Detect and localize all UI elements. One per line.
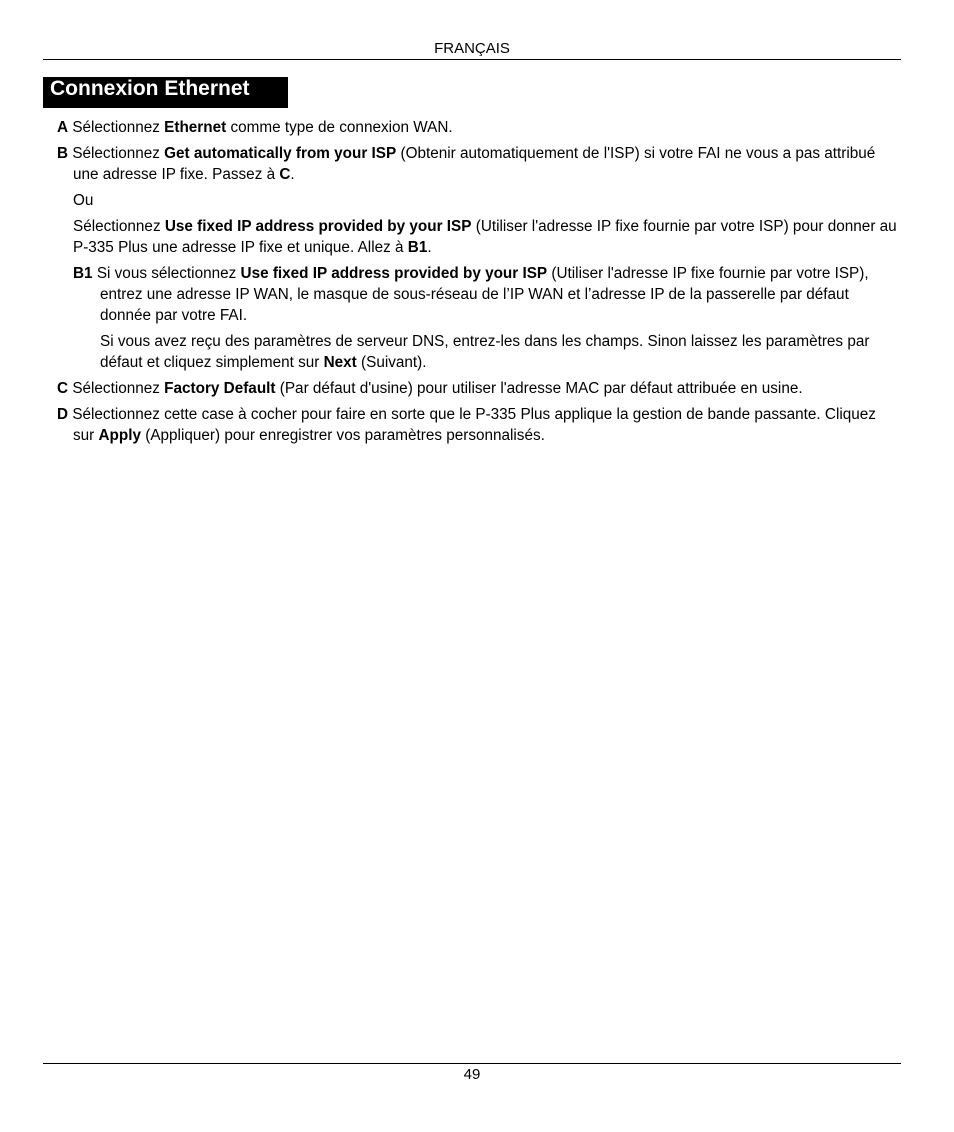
step-b-alternative [57, 216, 897, 258]
step-text: (Appliquer) pour enregistrer vos paramètres personnalisés. [141, 427, 545, 444]
section-title: Connexion Ethernet [43, 77, 288, 108]
step-marker: A [57, 119, 69, 136]
step-marker: B1 [73, 265, 93, 282]
or-text: Ou [73, 192, 94, 209]
header-language: FRANÇAIS [434, 40, 510, 57]
instructions [57, 117, 897, 451]
step-text: (Utiliser l'adresse IP fixe fournie par votre ISP), entrez une adresse IP WAN, le masque de sous-réseau de l’IP WAN et l’adresse IP de la passerelle par défaut donnée par votre FAI. [100, 265, 869, 324]
ui-term: Next [323, 354, 357, 371]
step-text: Sélectionnez [72, 380, 165, 397]
ui-term: Apply [98, 427, 141, 444]
step-b [57, 143, 897, 185]
step-b1-dns [73, 331, 897, 373]
ui-term: Factory Default [164, 380, 276, 397]
step-d [57, 404, 897, 446]
step-text: (Suivant). [356, 354, 427, 371]
page-number: 49 [463, 1066, 481, 1083]
step-text: (Par défaut d'usine) pour utiliser l'adresse MAC par défaut attribuée en usine. [275, 380, 803, 397]
step-reference: B1 [407, 239, 428, 256]
step-text: Sélectionnez [73, 218, 165, 235]
header-rule [43, 59, 901, 60]
step-marker: B [57, 145, 69, 162]
step-text: . [290, 166, 295, 183]
ui-term: Get automatically from your ISP [164, 145, 397, 162]
step-marker: D [57, 406, 69, 423]
step-text: comme type de connexion WAN. [226, 119, 453, 136]
footer-rule [43, 1063, 901, 1064]
step-text: (Utiliser l'adresse IP fixe fournie par votre ISP) pour donner au P-335 Plus une adresse IP fixe et unique. Allez à [73, 218, 897, 256]
step-text: Sélectionnez [72, 145, 165, 162]
step-text: (Obtenir automatiquement de l'ISP) si votre FAI ne vous a pas attribué une adresse IP fixe. Passez à [73, 145, 876, 183]
step-a [57, 117, 897, 138]
ui-term: Ethernet [164, 119, 227, 136]
step-b1 [73, 263, 897, 326]
step-text: Sélectionnez [72, 119, 165, 136]
ui-term: Use fixed IP address provided by your ISP [164, 218, 472, 235]
ui-term: Use fixed IP address provided by your ISP [240, 265, 548, 282]
step-text: Sélectionnez cette case à cocher pour faire en sorte que le P-335 Plus applique la gestion de bande passante. Cliquez sur [72, 406, 876, 444]
or-separator [57, 190, 897, 211]
step-marker: C [57, 380, 69, 397]
step-text: Si vous sélectionnez [96, 265, 241, 282]
step-reference: C [279, 166, 291, 183]
step-text: Si vous avez reçu des paramètres de serveur DNS, entrez-les dans les champs. Sinon laissez les paramètres par défaut et cliquez simplement sur [100, 333, 870, 371]
step-text: . [427, 239, 432, 256]
step-c [57, 378, 897, 399]
